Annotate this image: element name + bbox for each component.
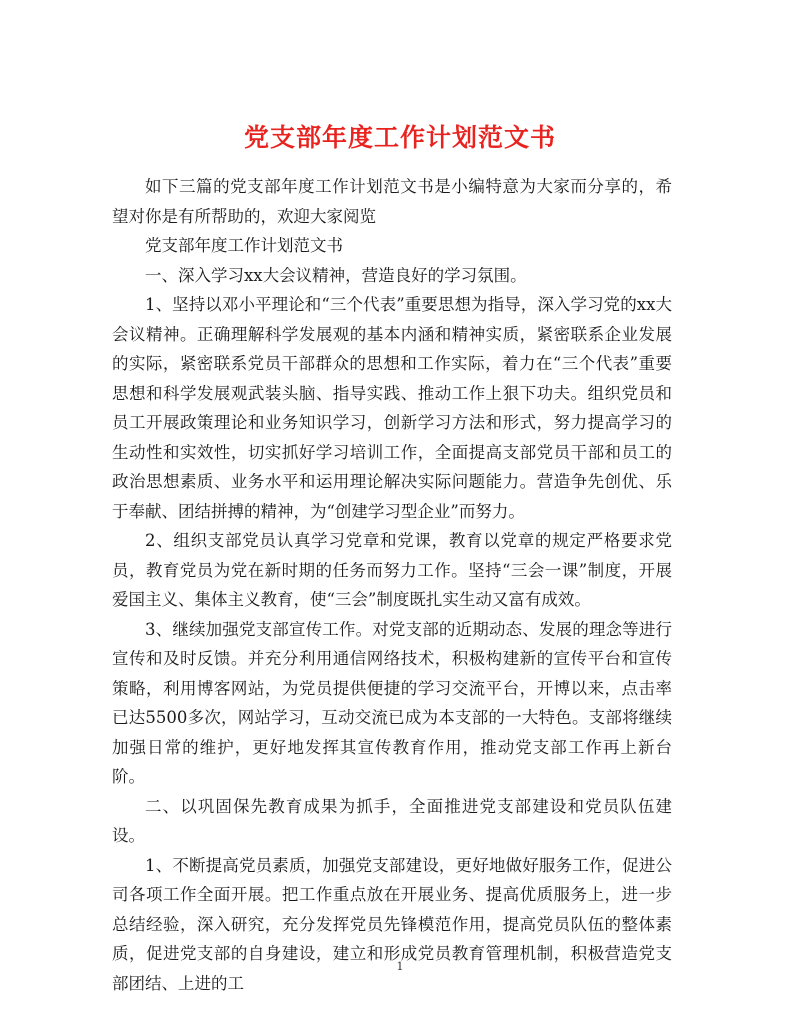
section-one-heading: 一、深入学习xx大会议精神，营造良好的学习氛围。 [145, 265, 527, 285]
paragraph-1-3: 3、继续加强党支部宣传工作。对党支部的近期动态、发展的理念等进行宣传和及时反馈。并充分利用通信网络技术，积极构建新的宣传平台和宣传策略，利用博客网站，为党员提供便捷的学习交流平台，开博以来，点击率已达5500多次，网站学习，互动交流已成为本支部的一大特色。支部将继续加强日常的维护，更好地发挥其宣传教育作用，推动党支部工作再上新台阶。 [112, 619, 672, 786]
document-title: 党支部年度工作计划范文书 [243, 122, 556, 152]
page-number: 1 [396, 960, 404, 973]
document-body [112, 172, 672, 998]
section-heading: 党支部年度工作计划范文书 [145, 236, 343, 255]
section-two-heading: 二、以巩固保先教育成果为抓手，全面推进党支部建设和党员队伍建设。 [112, 796, 672, 845]
paragraph-1-2: 2、组织支部党员认真学习党章和党课，教育以党章的规定严格要求党员，教育党员为党在新时期的任务而努力工作。坚持“三会一课”制度，开展爱国主义、集体主义教育，使“三会”制度既扎实生动又富有成效。 [112, 531, 672, 609]
intro-paragraph: 如下三篇的党支部年度工作计划范文书是小编特意为大家而分享的，希望对你是有所帮助的，欢迎大家阅览 [112, 177, 672, 226]
paragraph-1-1: 1、坚持以邓小平理论和“三个代表”重要思想为指导，深入学习党的xx大会议精神。正确理解科学发展观的基本内涵和精神实质，紧密联系企业发展的实际，紧密联系党员干部群众的思想和工作实际，着力在“三个代表”重要思想和科学发展观武装头脑、指导实践、推动工作上狠下功夫。组织党员和员工开展政策理论和业务知识学习，创新学习方法和形式，努力提高学习的生动性和实效性，切实抓好学习培训工作，全面提高支部党员干部和员工的政治思想素质、业务水平和运用理论解决实际问题能力。营造争先创优、乐于奉献、团结拼搏的精神，为“创建学习型企业”而努力。 [112, 295, 672, 521]
paragraph-2-1: 1、不断提高党员素质，加强党支部建设，更好地做好服务工作，促进公司各项工作全面开展。把工作重点放在开展业务、提高优质服务上，进一步总结经验，深入研究，充分发挥党员先锋模范作用，提高党员队伍的整体素质，促进党支部的自身建设，建立和形成党员教育管理机制，积极营造党支部团结、上进的工 [112, 855, 672, 993]
